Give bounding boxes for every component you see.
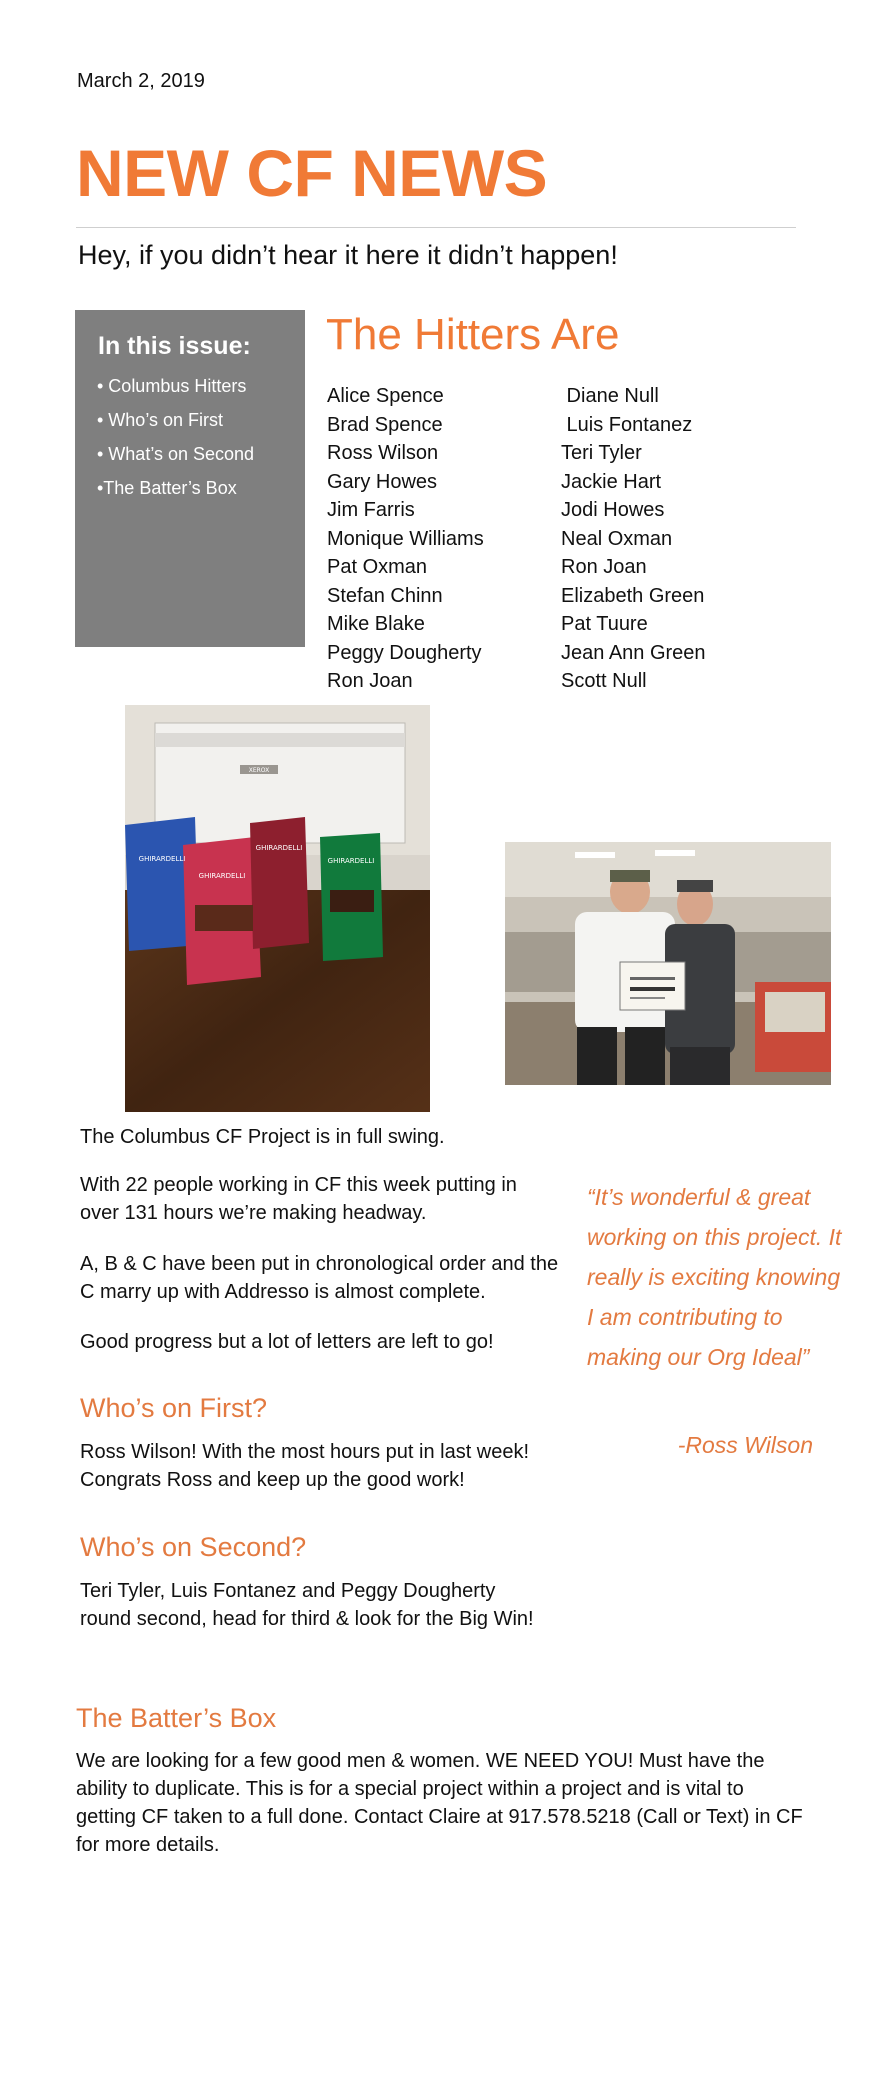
pull-quote: “It’s wonderful & great working on this project. It really is exciting knowing I am contributing to making our Org Ideal”: [587, 1184, 842, 1370]
whos-on-first-heading: Who’s on First?: [80, 1393, 268, 1423]
quote-attribution: -Ross Wilson: [677, 1432, 813, 1458]
sidebar-item-batters-box: •The Batter’s Box: [97, 478, 237, 498]
hitter-name: Neal Oxman: [561, 527, 673, 550]
newsletter-title: NEW CF NEWS: [76, 136, 548, 210]
hitter-name: Stefan Chinn: [327, 584, 443, 607]
sidebar-item-columbus-hitters: • Columbus Hitters: [97, 376, 247, 396]
issue-date: March 2, 2019: [77, 70, 205, 92]
hitter-name: Elizabeth Green: [561, 584, 705, 607]
hitter-name: Jodi Howes: [561, 499, 665, 521]
printer-logo: XEROX: [248, 767, 270, 774]
tagline: Hey, if you didn’t hear it here it didn’t happen!: [78, 240, 618, 270]
hitter-name: Jean Ann Green: [561, 641, 706, 664]
whos-on-second-text: Teri Tyler, Luis Fontanez and Peggy Dougherty round second, head for third & look for the Big Win!: [80, 1580, 534, 1630]
hitter-name: Monique Williams: [327, 527, 484, 550]
hitter-name: Brad Spence: [327, 413, 443, 436]
hitters-heading: The Hitters Are: [326, 310, 620, 359]
whos-on-first-text: Ross Wilson! With the most hours put in last week! Congrats Ross and keep up the good work!: [80, 1441, 530, 1491]
hitters-column-1: [327, 382, 484, 696]
hitter-name: Peggy Dougherty: [327, 641, 482, 664]
sidebar-list: [97, 374, 254, 510]
hitter-name: Jim Farris: [327, 499, 415, 521]
hitter-name: Ron Joan: [327, 670, 413, 692]
hitter-name: Jackie Hart: [561, 470, 662, 493]
hitter-name: Teri Tyler: [561, 442, 642, 464]
batters-box-heading: The Batter’s Box: [76, 1703, 277, 1733]
hitter-name: Ross Wilson: [327, 442, 439, 464]
hitter-name: Scott Null: [561, 670, 647, 692]
bag-brand-label: GHIRARDELLI: [327, 857, 375, 865]
hitter-name: Luis Fontanez: [561, 413, 693, 436]
sidebar-heading: In this issue:: [98, 332, 251, 360]
sidebar-item-whats-on-second: • What’s on Second: [97, 444, 255, 464]
hitter-name: Alice Spence: [327, 385, 444, 407]
article-paragraph: Good progress but a lot of letters are left to go!: [80, 1331, 494, 1353]
title-divider: [76, 227, 796, 228]
hitter-name: Pat Tuure: [561, 613, 648, 635]
article-paragraph: With 22 people working in CF this week putting in over 131 hours we’re making headway.: [80, 1174, 517, 1224]
bag-brand-label: GHIRARDELLI: [138, 855, 186, 863]
hitter-name: Mike Blake: [327, 613, 425, 635]
hitter-name: Pat Oxman: [327, 556, 428, 578]
sidebar-item-whos-on-first: • Who’s on First: [97, 410, 223, 430]
bag-brand-label: GHIRARDELLI: [255, 844, 303, 852]
hitter-name: Ron Joan: [561, 556, 647, 578]
in-this-issue-sidebar: [75, 310, 305, 647]
whos-on-second-heading: Who’s on Second?: [80, 1532, 307, 1562]
article-paragraph: The Columbus CF Project is in full swing.: [80, 1126, 445, 1148]
bag-brand-label: GHIRARDELLI: [198, 872, 246, 880]
hitter-name: Diane Null: [561, 385, 659, 407]
hitter-name: Gary Howes: [327, 470, 438, 493]
article-paragraph: A, B & C have been put in chronological order and the C marry up with Addresso is almost complete.: [80, 1253, 559, 1303]
hitters-column-2: [561, 382, 706, 696]
award-photo: [505, 842, 831, 1085]
chocolate-bags-photo: [125, 705, 430, 1112]
batters-box-text: We are looking for a few good men & women. WE NEED YOU! Must have the ability to duplicate. This is for a special project within a project and is vital to getting CF taken to a full done. Contact Claire at 917.578.5218 (Call or Text) in CF for more details.: [76, 1750, 803, 1856]
